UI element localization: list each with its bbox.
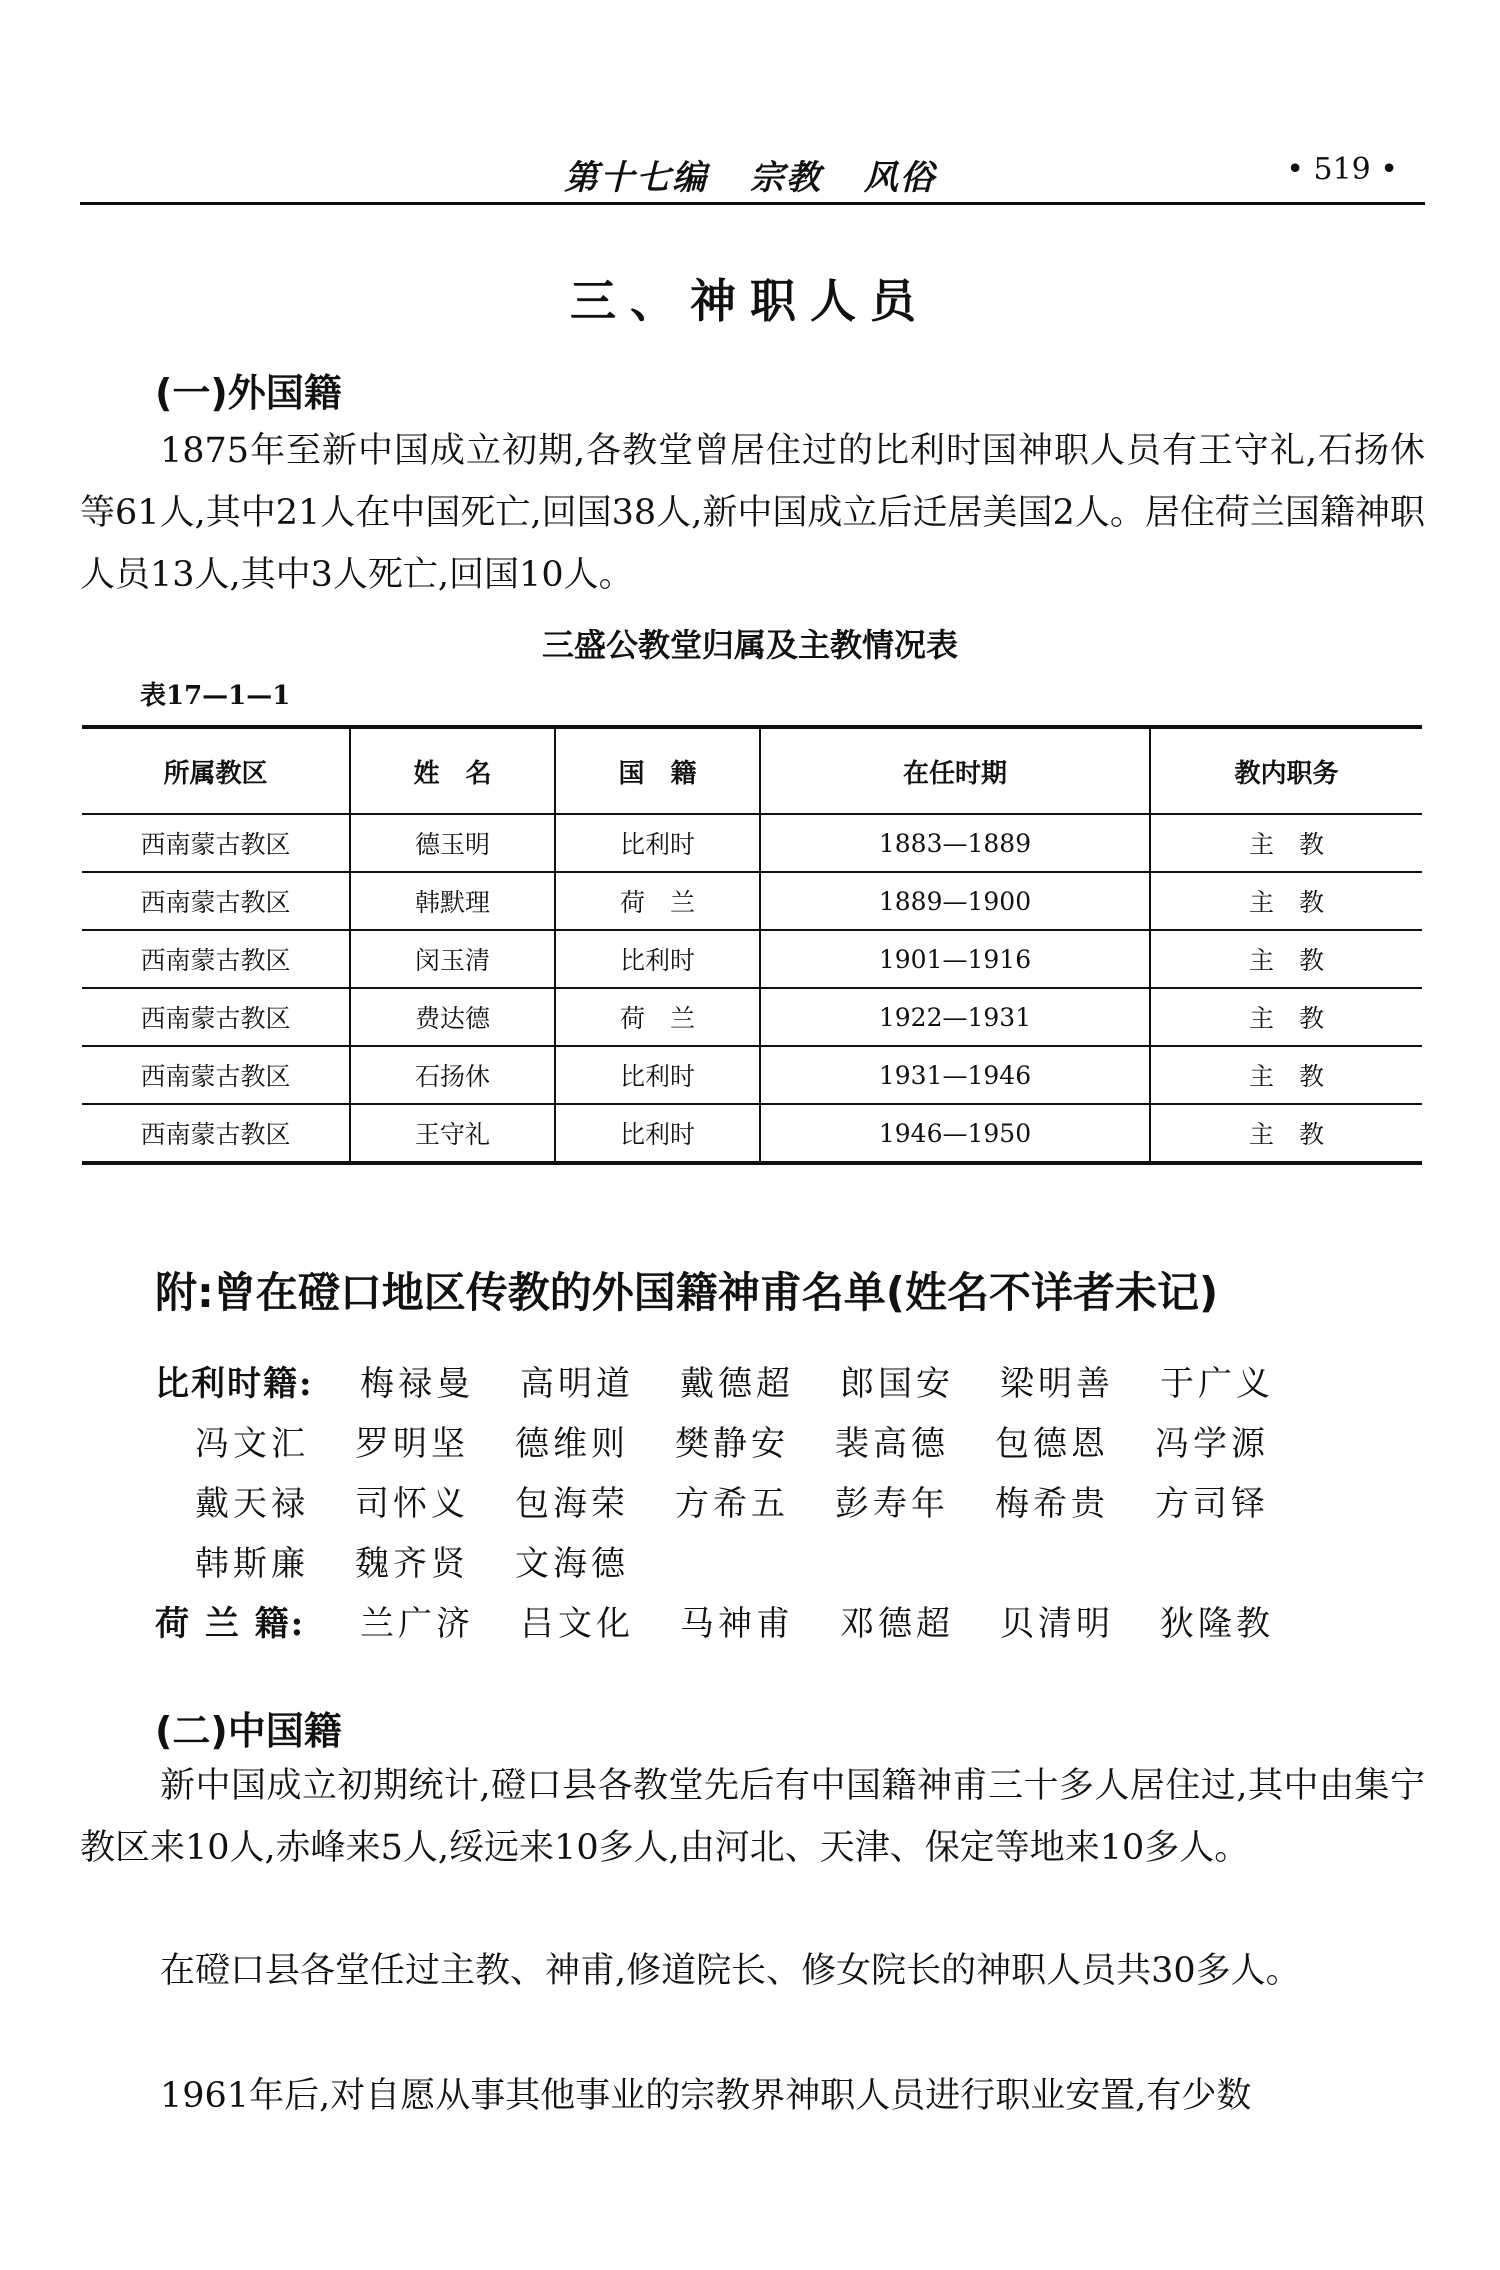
priest-name: 包德恩 (995, 1423, 1109, 1464)
table-row (82, 872, 1422, 930)
priest-name: 罗明坚 (355, 1423, 469, 1464)
appendix-title: 附:曾在磴口地区传教的外国籍神甫名单(姓名不详者未记) (155, 1268, 1219, 1317)
cell-nationality: 比利时 (555, 930, 760, 988)
header-position: 教内职务 (1150, 727, 1422, 814)
cell-name: 石扬休 (350, 1046, 555, 1104)
subsection-heading-foreign: (一)外国籍 (155, 371, 342, 415)
table-caption: 三盛公教堂归属及主教情况表 (541, 626, 958, 664)
priest-name: 邓德超 (840, 1603, 954, 1644)
priest-name: 郎国安 (840, 1363, 954, 1404)
priest-name: 裴高德 (835, 1423, 949, 1464)
paragraph-chinese-3: 1961年后,对自愿从事其他事业的宗教界神职人员进行职业安置,有少数 (160, 2076, 1252, 2116)
priest-name: 方司铎 (1155, 1483, 1269, 1524)
priest-name: 兰广济 (360, 1603, 474, 1644)
table-row (82, 814, 1422, 872)
priest-name: 方希五 (675, 1483, 789, 1524)
cell-diocese: 西南蒙古教区 (82, 1046, 350, 1104)
priest-name: 彭寿年 (835, 1483, 949, 1524)
cell-period: 1946—1950 (760, 1104, 1150, 1163)
name-row (155, 1410, 1435, 1470)
priest-name: 于广义 (1160, 1363, 1274, 1404)
priest-name-list (155, 1350, 1435, 1650)
page-number: • 519 • (1286, 152, 1398, 187)
name-row (155, 1350, 1435, 1410)
header-name: 姓 名 (350, 727, 555, 814)
priest-name: 贝清明 (1000, 1603, 1114, 1644)
cell-name: 闵玉清 (350, 930, 555, 988)
bishops-table (82, 725, 1422, 1165)
cell-nationality: 比利时 (555, 1104, 760, 1163)
cell-diocese: 西南蒙古教区 (82, 988, 350, 1046)
name-row (155, 1470, 1435, 1530)
priest-name: 文海德 (515, 1543, 629, 1584)
table-row (82, 1104, 1422, 1163)
section-title: 三、神职人员 (570, 274, 930, 328)
cell-position: 主 教 (1150, 814, 1422, 872)
cell-diocese: 西南蒙古教区 (82, 930, 350, 988)
cell-position: 主 教 (1150, 988, 1422, 1046)
priest-name: 德维则 (515, 1423, 629, 1464)
cell-period: 1883—1889 (760, 814, 1150, 872)
priest-name: 梁明善 (1000, 1363, 1114, 1404)
priest-name: 狄隆教 (1160, 1603, 1274, 1644)
cell-position: 主 教 (1150, 930, 1422, 988)
table-row (82, 1046, 1422, 1104)
cell-diocese: 西南蒙古教区 (82, 814, 350, 872)
table-header-row (82, 727, 1422, 814)
cell-period: 1931—1946 (760, 1046, 1150, 1104)
table-number: 表17—1—1 (140, 681, 291, 711)
name-row (155, 1530, 1435, 1590)
cell-period: 1901—1916 (760, 930, 1150, 988)
paragraph-chinese-1: 新中国成立初期统计,磴口县各教堂先后有中国籍神甫三十多人居住过,其中由集宁教区来10人,赤峰来5人,绥远来10多人,由河北、天津、保定等地来10多人。 (80, 1766, 1425, 1868)
cell-period: 1889—1900 (760, 872, 1150, 930)
header-rule (80, 202, 1425, 205)
priest-name: 吕文化 (520, 1603, 634, 1644)
cell-nationality: 荷 兰 (555, 988, 760, 1046)
priest-name: 冯学源 (1155, 1423, 1269, 1464)
cell-name: 德玉明 (350, 814, 555, 872)
running-header (80, 140, 1420, 200)
cell-position: 主 教 (1150, 1046, 1422, 1104)
table-row (82, 930, 1422, 988)
cell-diocese: 西南蒙古教区 (82, 872, 350, 930)
belgian-label: 比利时籍: (155, 1363, 314, 1404)
table-row (82, 988, 1422, 1046)
cell-period: 1922—1931 (760, 988, 1150, 1046)
priest-name: 梅禄曼 (360, 1363, 474, 1404)
running-header-title: 第十七编 宗教 风俗 (564, 158, 936, 198)
cell-nationality: 比利时 (555, 814, 760, 872)
cell-name: 费达德 (350, 988, 555, 1046)
cell-position: 主 教 (1150, 872, 1422, 930)
priest-name: 冯文汇 (195, 1423, 309, 1464)
name-row (155, 1590, 1435, 1650)
header-diocese: 所属教区 (82, 727, 350, 814)
priest-name: 戴德超 (680, 1363, 794, 1404)
priest-name: 樊静安 (675, 1423, 789, 1464)
priest-name: 高明道 (520, 1363, 634, 1404)
priest-name: 梅希贵 (995, 1483, 1109, 1524)
paragraph-chinese-2: 在磴口县各堂任过主教、神甫,修道院长、修女院长的神职人员共30多人。 (160, 1951, 1301, 1991)
subsection-heading-chinese: (二)中国籍 (155, 1709, 342, 1753)
priest-name: 马神甫 (680, 1603, 794, 1644)
dutch-label: 荷 兰 籍: (155, 1603, 306, 1644)
priest-name: 司怀义 (355, 1483, 469, 1524)
cell-diocese: 西南蒙古教区 (82, 1104, 350, 1163)
cell-position: 主 教 (1150, 1104, 1422, 1163)
header-period: 在任时期 (760, 727, 1150, 814)
cell-name: 韩默理 (350, 872, 555, 930)
cell-name: 王守礼 (350, 1104, 555, 1163)
cell-nationality: 比利时 (555, 1046, 760, 1104)
priest-name: 魏齐贤 (355, 1543, 469, 1584)
priest-name: 韩斯廉 (195, 1543, 309, 1584)
header-nationality: 国 籍 (555, 727, 760, 814)
priest-name: 包海荣 (515, 1483, 629, 1524)
paragraph-foreign: 1875年至新中国成立初期,各教堂曾居住过的比利时国神职人员有王守礼,石扬休等61人,其中21人在中国死亡,回国38人,新中国成立后迁居美国2人。居住荷兰国籍神职人员13人,其中3人死亡,回国10人。 (80, 431, 1425, 595)
priest-name: 戴天禄 (195, 1483, 309, 1524)
cell-nationality: 荷 兰 (555, 872, 760, 930)
